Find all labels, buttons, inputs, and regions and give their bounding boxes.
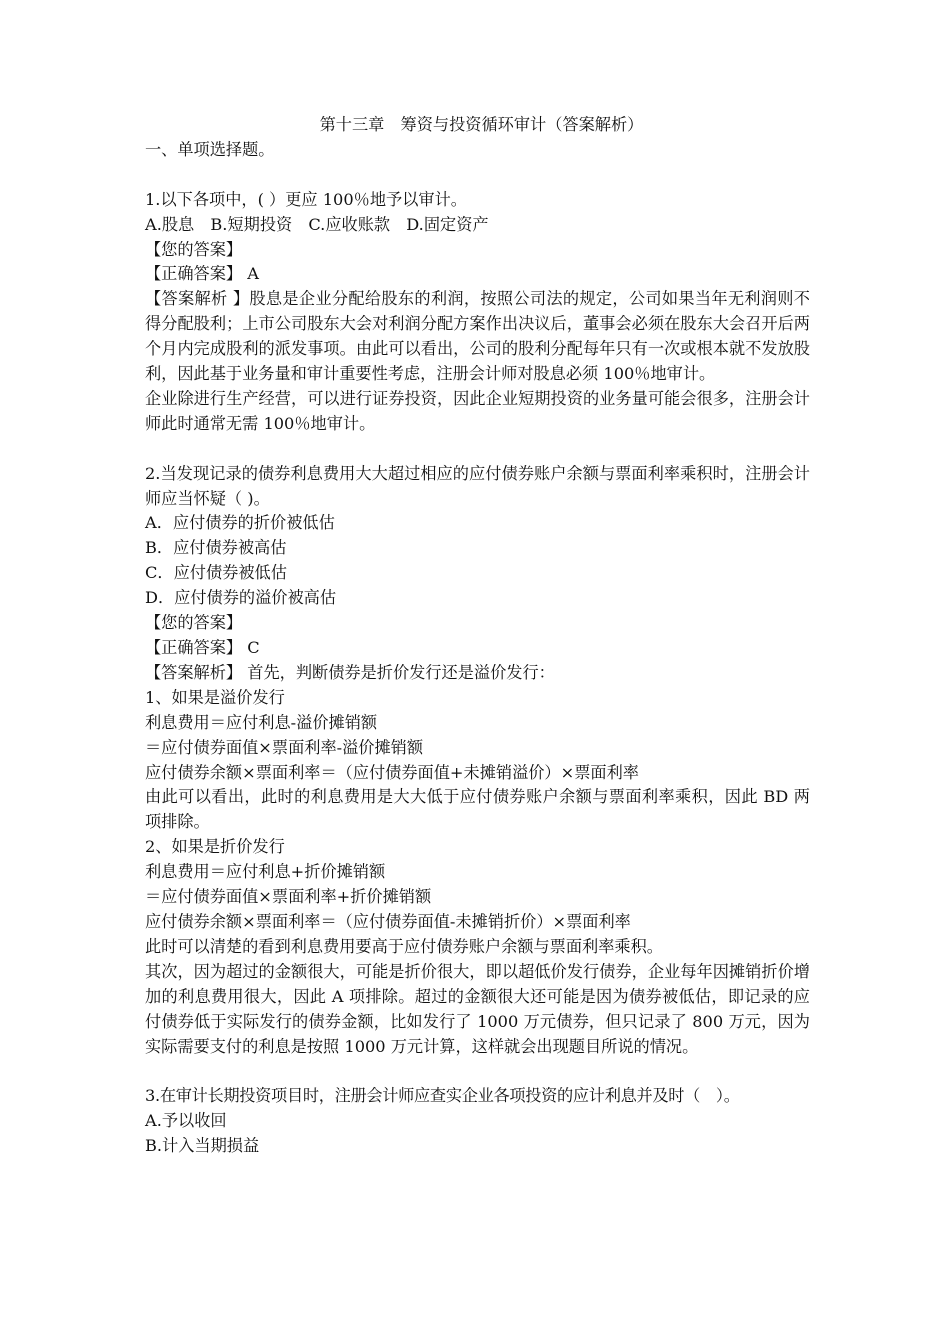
correct-answer: 【正确答案】 A	[145, 264, 259, 284]
section-heading: 一、单项选择题。	[145, 139, 275, 159]
option-a: A．应付债券的折价被低估	[145, 513, 335, 533]
document-page	[145, 113, 810, 1159]
option-b: B.计入当期损益	[145, 1136, 260, 1156]
discount-formula-1: 利息费用＝应付利息+折价摊销额	[145, 862, 386, 882]
option-a: A.予以收回	[145, 1111, 227, 1131]
spacer	[145, 163, 810, 188]
chapter-title: 第十三章 筹资与投资循环审计（答案解析）	[319, 115, 644, 134]
answer-explanation: 【答案解析 】股息是企业分配给股东的利润，按照公司法的规定，公司如果当年无利润则不得分配股利；上市公司股东大会对利润分配方案作出决议后，董事会必须在股东大会召开后两个月内完成股利的派发事项。由此可以看出，公司的股利分配每年只有一次或根本就不发放股利，因此基于业务量和审计重要性考虑，注册会计师对股息必须 100％地审计。	[145, 289, 810, 384]
your-answer-label: 【您的答案】	[145, 239, 243, 259]
question-stem: 3.在审计长期投资项目时，注册会计师应查实企业各项投资的应计利息并及时（ ）。	[145, 1086, 740, 1106]
question-1	[145, 188, 810, 437]
premium-formula-3: 应付债券余额×票面利率＝（应付债券面值+未摊销溢价）×票面利率	[145, 762, 639, 782]
discount-formula-3: 应付债券余额×票面利率＝（应付债券面值-未摊销折价）×票面利率	[145, 911, 631, 931]
correct-answer: 【正确答案】 C	[145, 638, 260, 657]
question-3	[145, 1084, 810, 1159]
option-c: C．应付债券被低估	[145, 563, 287, 583]
question-stem: 2.当发现记录的债券利息费用大大超过相应的应付债券账户余额与票面利率乘积时，注册会计师应当怀疑（ )。	[145, 463, 810, 508]
question-stem: 1.以下各项中，( ）更应 100％地予以审计。	[145, 189, 467, 209]
premium-formula-1: 利息费用＝应付利息-溢价摊销额	[145, 712, 378, 732]
question-options: A.股息 B.短期投资 C.应收账款 D.固定资产	[145, 214, 489, 234]
premium-conclusion: 由此可以看出，此时的利息费用是大大低于应付债券账户余额与票面利率乘积，因此 BD 两项排除。	[145, 787, 810, 832]
answer-explanation-heading: 【答案解析】 首先，判断债券是折价发行还是溢价发行：	[145, 662, 555, 682]
premium-formula-2: ＝应付债券面值×票面利率-溢价摊销额	[145, 737, 424, 757]
question-2	[145, 462, 810, 1060]
spacer	[145, 437, 810, 462]
discount-conclusion: 此时可以清楚的看到利息费用要高于应付债券账户余额与票面利率乘积。	[145, 936, 663, 956]
discount-case-heading: 2、如果是折价发行	[145, 837, 285, 857]
spacer	[145, 1059, 810, 1084]
answer-explanation-continued: 企业除进行生产经营，可以进行证券投资，因此企业短期投资的业务量可能会很多，注册会计师此时通常无需 100％地审计。	[145, 388, 810, 433]
discount-formula-2: ＝应付债券面值×票面利率+折价摊销额	[145, 887, 432, 907]
your-answer-label: 【您的答案】	[145, 613, 243, 633]
premium-case-heading: 1、如果是溢价发行	[145, 687, 285, 707]
option-d: D．应付债券的溢价被高估	[145, 588, 337, 608]
option-b: B．应付债券被高估	[145, 538, 287, 558]
second-reasoning: 其次，因为超过的金额很大，可能是折价很大，即以超低价发行债券，企业每年因摊销折价增加的利息费用很大，因此 A 项排除。超过的金额很大还可能是因为债券被低估，即记录的应付债券低于实际发行的债券金额，比如发行了 1000 万元债券，但只记录了 800 万元，因为实际需要支付的利息是按照 1000 万元计算，这样就会出现题目所说的情况。	[145, 961, 810, 1056]
